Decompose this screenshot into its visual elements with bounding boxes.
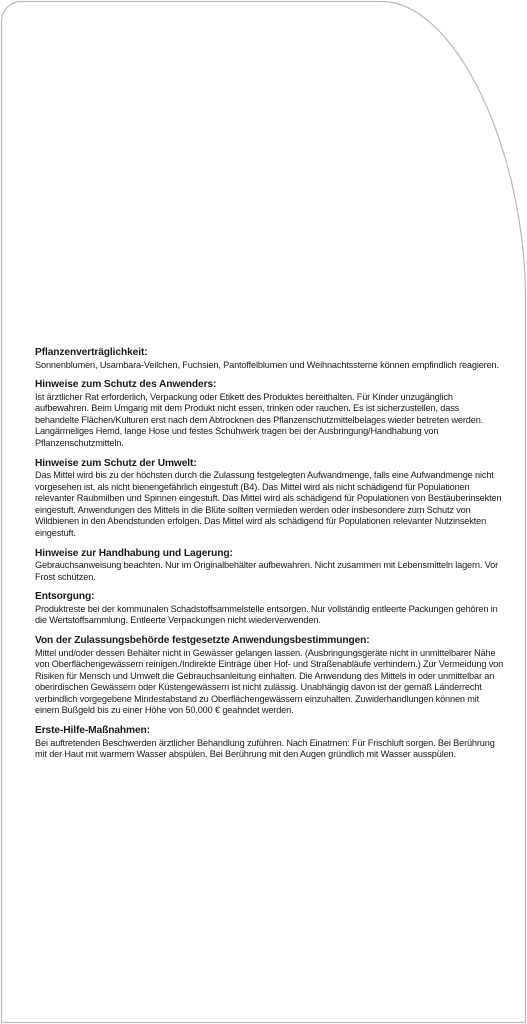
section-heading: Hinweise zum Schutz der Umwelt: bbox=[35, 457, 197, 469]
section-schutz-anwender bbox=[35, 379, 505, 449]
section-entsorgung bbox=[35, 591, 505, 627]
section-handhabung-lagerung bbox=[35, 548, 505, 584]
section-erste-hilfe bbox=[35, 725, 505, 761]
section-pflanzenvertraeglichkeit bbox=[35, 347, 505, 371]
section-body: Produktreste bei der kommunalen Schadstoffsammelstelle entsorgen. Nur vollständig entleerte Packungen gehören in die Wertstoffsammlung. Entleerte Verpackungen nicht wiederverwenden. bbox=[35, 603, 498, 626]
section-body: Bei auftretenden Beschwerden ärztlicher Behandlung zuführen. Nach Einatmen: Für Frischluft sorgen. Bei Berührung mit der Haut mit warmem Wasser abspülen. Bei Berührung mit den Augen gründlich mit Wasser ausspülen. bbox=[35, 737, 495, 760]
section-body: Das Mittel wird bis zu der höchsten durch die Zulassung festgelegten Aufwandmenge, falls eine Aufwandmenge nicht vorgesehen ist, als nicht bienengefährlich eingestuft (B4). Das Mittel wird als nicht schädigend für Populationen relevanter Raubmilben und Spinnen eingestuft. Das Mittel wird als schädigend für Populationen von Bestäuberinsekten eingestuft. Anwendungen des Mittels in die Blüte sollten vermieden werden oder insbesondere zum Schutz von Wildbienen in den Abendstunden erfolgen. Das Mittel wird als schädigend für Populationen relevanter Nutzinsekten eingestuft. bbox=[35, 470, 502, 539]
section-heading: Hinweise zum Schutz des Anwenders: bbox=[35, 379, 217, 391]
section-heading: Pflanzenverträglichkeit: bbox=[35, 347, 148, 358]
section-anwendungsbestimmungen bbox=[35, 635, 505, 717]
section-heading: Von der Zulassungsbehörde festgesetzte Anwendungsbestimmungen: bbox=[35, 635, 370, 646]
section-body: Ist ärztlicher Rat erforderlich, Verpackung oder Etikett des Produktes bereithalten. Für Kinder unzugänglich aufbewahren. Beim Umgang mit dem Produkt nicht essen, trinken oder rauchen. Es ist sicherzustellen, dass behandelte Flächen/Kulturen erst nach dem Abtrocknen des Pflanzenschutzmittelbelages wieder betreten werden. Langärmeliges Hemd, lange Hose und festes Schuhwerk tragen bei der Ausbringung/Handhabung von Pflanzenschutzmitteln. bbox=[35, 391, 484, 448]
section-body: Mittel und/oder dessen Behälter nicht in Gewässer gelangen lassen. (Ausbringungsgeräte nicht in unmittelbarer Nähe von Oberflächengewässern reinigen./Indirekte Einträge über Hof- und Straßenabläufe verhindern.) Zur Vermeidung von Risiken für Mensch und Umwelt die Gebrauchsanleitung einhalten. Die Anwendung des Mittels in oder unmittelbar an oberirdischen Gewässern oder Küstengewässern ist nicht zulässig. Unabhängig davon ist der gemäß Länderrecht verbindlich vorgegebene Mindestabstand zu Oberflächengewässern einzuhalten. Zuwiderhandlungen können mit einem Bußgeld bis zu einer Höhe von 50.000 € geahndet werden. bbox=[35, 647, 504, 716]
section-schutz-umwelt bbox=[35, 458, 505, 540]
section-heading: Erste-Hilfe-Maßnahmen: bbox=[35, 725, 150, 737]
section-heading: Entsorgung: bbox=[35, 591, 95, 603]
section-heading: Hinweise zur Handhabung und Lagerung: bbox=[35, 547, 233, 559]
label-text-block bbox=[35, 347, 505, 769]
section-body: Gebrauchsanweisung beachten. Nur im Originalbehälter aufbewahren. Nicht zusammen mit Lebensmitteln lagern. Vor Frost schützen. bbox=[35, 560, 499, 582]
section-body: Sonnenblumen, Usambara-Veilchen, Fuchsien, Pantoffelblumen und Weihnachtssterne können empfindlich reagieren. bbox=[35, 359, 499, 370]
